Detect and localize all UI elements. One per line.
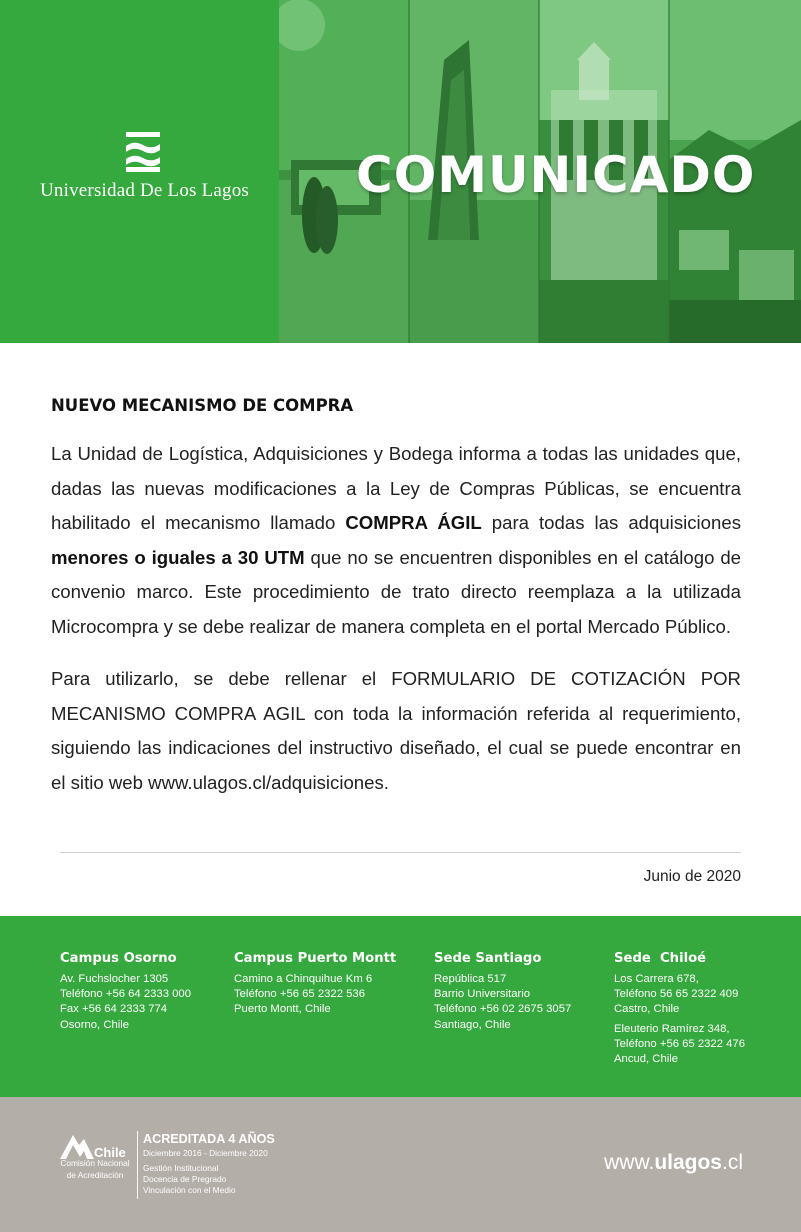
cna-country: Chile bbox=[94, 1145, 126, 1160]
divider bbox=[60, 852, 741, 853]
campus-osorno bbox=[60, 951, 191, 1033]
campus-line: Teléfono +56 02 2675 3057 bbox=[434, 1003, 572, 1016]
accreditation-title: ACREDITADA 4 AÑOS bbox=[143, 1132, 275, 1146]
notice-paragraph-2: Para utilizarlo, se debe rellenar el FORMULARIO DE COTIZACIÓN POR MECANISMO COMPRA AGIL con toda la información referida al requerimiento, siguiendo las indicaciones del instructivo diseñado, el cual se puede encontrar en el sitio web www.ulagos.cl/adquisiciones. bbox=[51, 668, 741, 793]
campus-line: Santiago, Chile bbox=[434, 1018, 511, 1031]
campus-name: Campus Puerto Montt bbox=[234, 951, 397, 966]
notice-paragraph-1 bbox=[51, 437, 741, 644]
website-link[interactable] bbox=[604, 1151, 743, 1175]
website-name: ulagos bbox=[654, 1151, 722, 1174]
p1-text-a: La Unidad de Logística, Adquisiciones y Bodega informa a todas las unidades que, dadas las nuevas modificaciones a la Ley de Compras Públicas, se encuentra habilitado el mecanismo llamado bbox=[51, 443, 741, 533]
campus-line: Teléfono +56 65 2322 476 bbox=[614, 1037, 745, 1050]
campus-puerto-montt bbox=[234, 951, 396, 1018]
p1-text-c: para todas las adquisiciones bbox=[481, 512, 741, 533]
accreditation-separator bbox=[137, 1131, 138, 1199]
campus-line: Osorno, Chile bbox=[60, 1018, 130, 1031]
campus-line: Puerto Montt, Chile bbox=[234, 1003, 331, 1016]
campus-chiloe bbox=[614, 951, 745, 1067]
university-name: Universidad De Los Lagos bbox=[40, 180, 250, 201]
notice-body bbox=[51, 396, 741, 800]
campus-line: Teléfono +56 64 2333 000 bbox=[60, 988, 191, 1001]
accreditation-area: Gestión Institucional bbox=[143, 1163, 219, 1173]
accreditation-period: Diciembre 2016 - Diciembre 2020 bbox=[143, 1148, 268, 1158]
p1-bold-utm-limit: menores o iguales a 30 UTM bbox=[51, 546, 305, 568]
notice-date: Junio de 2020 bbox=[643, 868, 741, 885]
website-prefix: www. bbox=[604, 1151, 655, 1174]
campus-line: Ancud, Chile bbox=[614, 1053, 679, 1066]
page-title: COMUNICADO bbox=[356, 146, 756, 204]
university-logo[interactable] bbox=[40, 132, 250, 202]
waves-icon bbox=[125, 132, 161, 172]
p1-bold-compra-agil: COMPRA ÁGIL bbox=[345, 512, 482, 533]
campus-name: Sede Santiago bbox=[434, 951, 542, 966]
accreditation-area: Vinculación con el Medio bbox=[143, 1185, 236, 1196]
website-suffix: .cl bbox=[722, 1151, 743, 1174]
p1-text-e: que no se encuentren disponibles en el catálogo de convenio marco. Este procedimiento de trato directo reemplaza a la utilizada Microcompra y se debe realizar de manera completa en el portal Mercado Público. bbox=[51, 546, 742, 637]
campus-line: Av. Fuchslocher 1305 bbox=[60, 973, 169, 985]
campus-line: Teléfono +56 65 2322 536 bbox=[234, 988, 365, 1001]
campus-name: Campus Osorno bbox=[60, 951, 177, 966]
campus-line: Los Carrera 678, bbox=[614, 973, 699, 985]
campus-line: República 517 bbox=[434, 973, 507, 985]
campus-line: Fax +56 64 2333 774 bbox=[60, 1003, 168, 1016]
footer-accreditation bbox=[0, 1097, 801, 1232]
notice-heading: NUEVO MECANISMO DE COMPRA bbox=[51, 396, 354, 415]
cna-name-line-2: de Acreditación bbox=[66, 1169, 124, 1180]
campus-santiago bbox=[434, 951, 571, 1033]
footer-campuses bbox=[0, 916, 801, 1097]
accreditation-area: Docencia de Pregrado bbox=[143, 1174, 227, 1185]
campus-line: Eleuterio Ramírez 348, bbox=[614, 1022, 730, 1035]
campus-line: Castro, Chile bbox=[614, 1003, 680, 1016]
campus-name: Sede Chiloé bbox=[614, 951, 707, 966]
cna-name-line-1: Comisión Nacional bbox=[60, 1158, 130, 1168]
accreditation-info bbox=[143, 1132, 275, 1197]
campus-line: Barrio Universitario bbox=[434, 988, 531, 1001]
header-banner bbox=[0, 0, 801, 343]
cna-logo bbox=[58, 1133, 132, 1180]
campus-line: Camino a Chinquihue Km 6 bbox=[234, 973, 373, 985]
campus-line: Teléfono 56 65 2322 409 bbox=[614, 988, 739, 1001]
